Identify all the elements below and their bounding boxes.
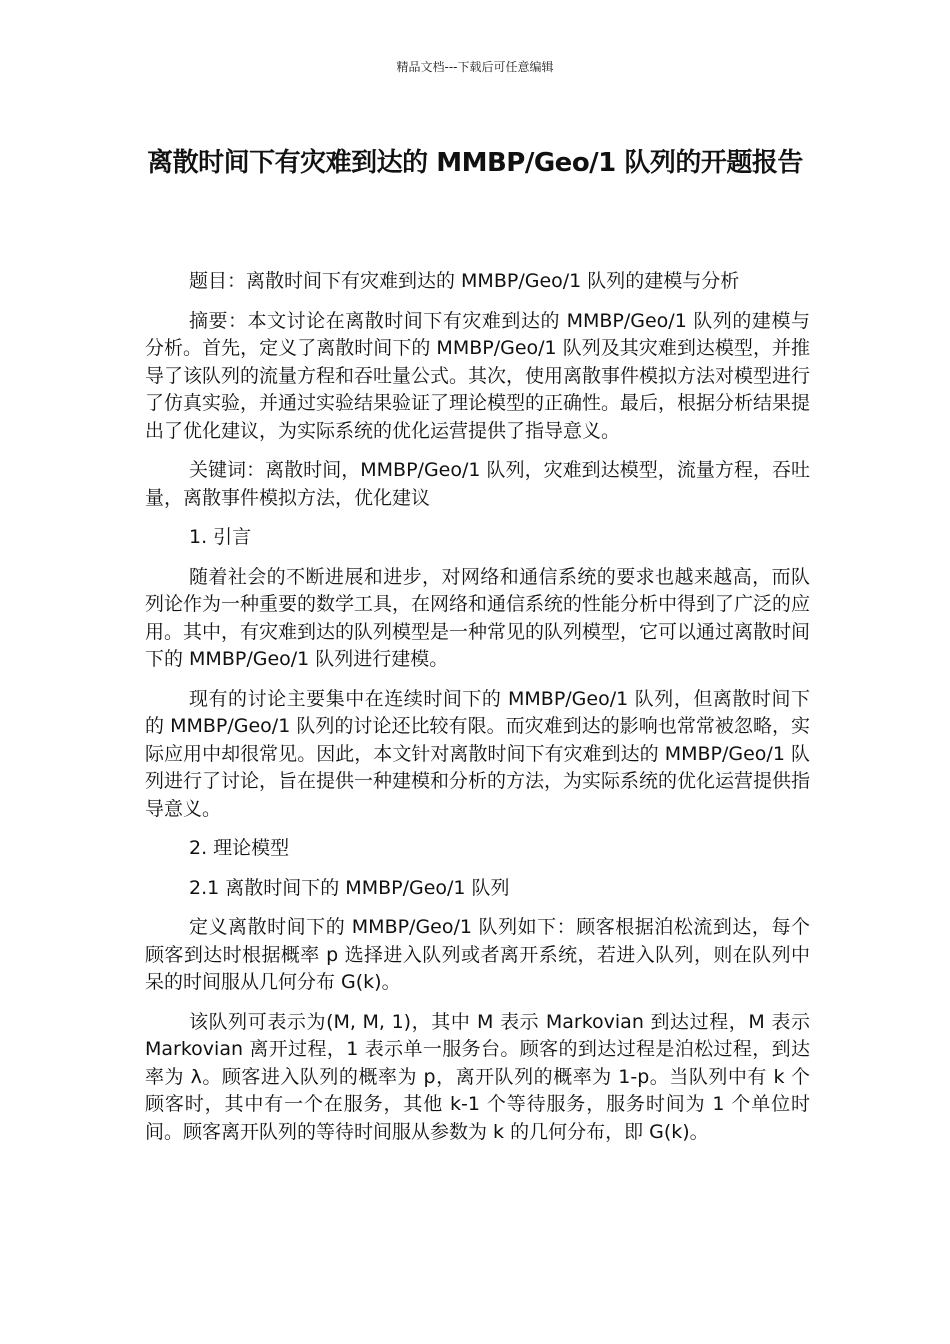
keywords-paragraph: 关键词：离散时间，MMBP/Geo/1 队列，灾难到达模型，流量方程，吞吐量，离散事件模拟方法，优化建议 — [145, 459, 810, 509]
abstract-paragraph: 摘要：本文讨论在离散时间下有灾难到达的 MMBP/Geo/1 队列的建模与分析。首先，定义了离散时间下的 MMBP/Geo/1 队列及其灾难到达模型，并推导了该队列的流量方程和吞吐量公式。其次，使用离散事件模拟方法对模型进行了仿真实验，并通过实验结果验证了理论模型的正确性。最后，根据分析结果提出了优化建议，为实际系统的优化运营提供了指导意义。 — [145, 309, 811, 442]
topic-paragraph: 题目：离散时间下有灾难到达的 MMBP/Geo/1 队列的建模与分析 — [189, 270, 740, 292]
body-paragraph: 该队列可表示为(M, M, 1)，其中 M 表示 Markovian 到达过程，M 表示 Markovian 离开过程，1 表示单一服务台。顾客的到达过程是泊松过程，到达率为 λ。顾客进入队列的概率为 p，离开队列的概率为 1-p。当队列中有 k 个顾客时，其中有一个在服务，其他 k-1 个等待服务，服务时间为 1 个单位时间。顾客离开队列的等待时间服从参数为 k 的几何分布，即 G(k)。 — [145, 1010, 810, 1143]
body-paragraph: 定义离散时间下的 MMBP/Geo/1 队列如下：顾客根据泊松流到达，每个顾客到达时根据概率 p 选择进入队列或者离开系统，若进入队列，则在队列中呆的时间服从几何分布 G(k)。 — [145, 916, 810, 993]
subsection-heading: 2.1 离散时间下的 MMBP/Geo/1 队列 — [189, 876, 510, 899]
section-heading-theory-model: 2. 理论模型 — [189, 837, 290, 859]
body-paragraph: 现有的讨论主要集中在连续时间下的 MMBP/Geo/1 队列，但离散时间下的 MMBP/Geo/1 队列的讨论还比较有限。而灾难到达的影响也常常被忽略，实际应用中却很常见。因此，本文针对离散时间下有灾难到达的 MMBP/Geo/1 队列进行了讨论，旨在提供一种建模和分析的方法，为实际系统的优化运营提供指导意义。 — [145, 687, 811, 820]
document-title: 离散时间下有灾难到达的 MMBP/Geo/1 队列的开题报告 — [147, 148, 803, 178]
page-header: 精品文档---下载后可任意编辑 — [396, 60, 554, 74]
section-heading-introduction: 1. 引言 — [189, 526, 252, 548]
document-body — [145, 268, 810, 1158]
body-paragraph: 随着社会的不断进展和进步，对网络和通信系统的要求也越来越高，而队列论作为一种重要的数学工具，在网络和通信系统的性能分析中得到了广泛的应用。其中，有灾难到达的队列模型是一种常见的队列模型，它可以通过离散时间下的 MMBP/Geo/1 队列进行建模。 — [145, 565, 811, 670]
